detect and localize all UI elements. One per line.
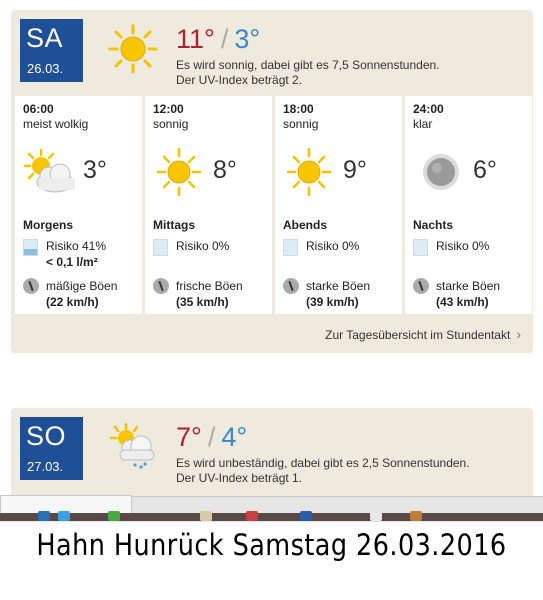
description-line: Der UV-Index beträgt 1. [176,471,303,485]
day-of-week: SA [26,23,64,53]
taskbar-app-icon[interactable] [300,511,312,521]
day-of-week: SO [26,421,67,451]
taskbar-app-icon[interactable] [108,511,120,521]
wind-icon [283,278,299,294]
taskbar-app-icon[interactable] [246,511,258,521]
slot-period: Morgens [23,218,74,232]
slot-period: Mittags [153,218,195,232]
day-description [176,456,516,486]
temp-min: 3° [234,24,261,54]
slot-temperature: 8° [213,156,237,184]
wind-gusts: starke Böen [306,279,371,293]
taskbar-app-icon[interactable] [38,511,50,521]
taskbar-app-icon[interactable] [410,511,422,521]
sun-icon [151,148,207,196]
precipitation-risk: Risiko 0% [306,239,360,253]
precipitation-risk-icon [413,239,428,256]
slot-condition: sonnig [283,117,319,131]
slot-time: 06:00 [23,102,54,116]
slot-condition: klar [413,117,433,131]
precipitation-amount: < 0,1 l/m² [46,255,98,269]
precipitation-risk-icon [23,239,38,256]
taskbar [0,496,543,522]
sun-cloud-rain-icon [108,422,158,472]
day-description [176,58,516,88]
precipitation-risk-icon [153,239,168,256]
slot-period: Nachts [413,218,454,232]
wind-gusts: mäßige Böen [46,279,118,293]
sun-icon [108,24,158,74]
precipitation-risk: Risiko 41% [46,239,107,253]
temp-min: 4° [221,422,248,452]
time-slot-evening [275,96,402,314]
chevron-right-icon: › [516,326,521,342]
description-line: Der UV-Index beträgt 2. [176,73,303,87]
slot-temperature: 9° [343,156,367,184]
slot-time: 18:00 [283,102,314,116]
slot-condition: sonnig [153,117,189,131]
slot-temperature: 3° [83,156,107,184]
taskbar-app-icon[interactable] [370,511,382,521]
temp-max: 7° [176,422,202,452]
wind-speed: (35 km/h) [176,295,229,309]
wind-gusts: frische Böen [176,279,243,293]
slot-period: Abends [283,218,328,232]
wind-speed: (22 km/h) [46,295,99,309]
temperature-range [176,422,247,453]
taskbar-app-icon[interactable] [58,511,70,521]
description-line: Es wird unbeständig, dabei gibt es 2,5 Sonnenstunden. [176,456,470,470]
slot-temperature: 6° [473,156,497,184]
wind-gusts: starke Böen [436,279,501,293]
time-slot-midday [145,96,272,314]
caption: Hahn Hunrück Samstag 26.03.2016 [36,528,507,562]
temperature-range [176,24,260,55]
day-card-saturday [11,10,533,353]
slot-time: 12:00 [153,102,184,116]
slot-condition: meist wolkig [23,117,89,131]
wind-icon [153,278,169,294]
precipitation-risk: Risiko 0% [176,239,230,253]
temp-separator: / [207,422,216,452]
taskbar-app-icon[interactable] [200,511,212,521]
wind-icon [413,278,429,294]
slot-time: 24:00 [413,102,444,116]
hourly-overview-label: Zur Tagesübersicht im Stundentakt [325,328,511,342]
description-line: Es wird sonnig, dabei gibt es 7,5 Sonnenstunden. [176,58,440,72]
date: 27.03. [27,459,64,474]
date: 26.03. [27,61,64,76]
time-slot-morning [15,96,142,314]
wind-speed: (43 km/h) [436,295,489,309]
temp-max: 11° [176,24,215,54]
temp-separator: / [220,24,229,54]
taskbar-bar [0,513,543,521]
precipitation-risk-icon [283,239,298,256]
sun-icon [281,148,337,196]
hourly-overview-link[interactable] [325,326,521,342]
wind-speed: (39 km/h) [306,295,359,309]
precipitation-risk: Risiko 0% [436,239,490,253]
date-badge [20,417,83,480]
time-slot-night [405,96,532,314]
wind-icon [23,278,39,294]
partly-cloudy-icon [21,148,77,196]
date-badge [20,19,83,82]
moon-icon [411,148,467,196]
